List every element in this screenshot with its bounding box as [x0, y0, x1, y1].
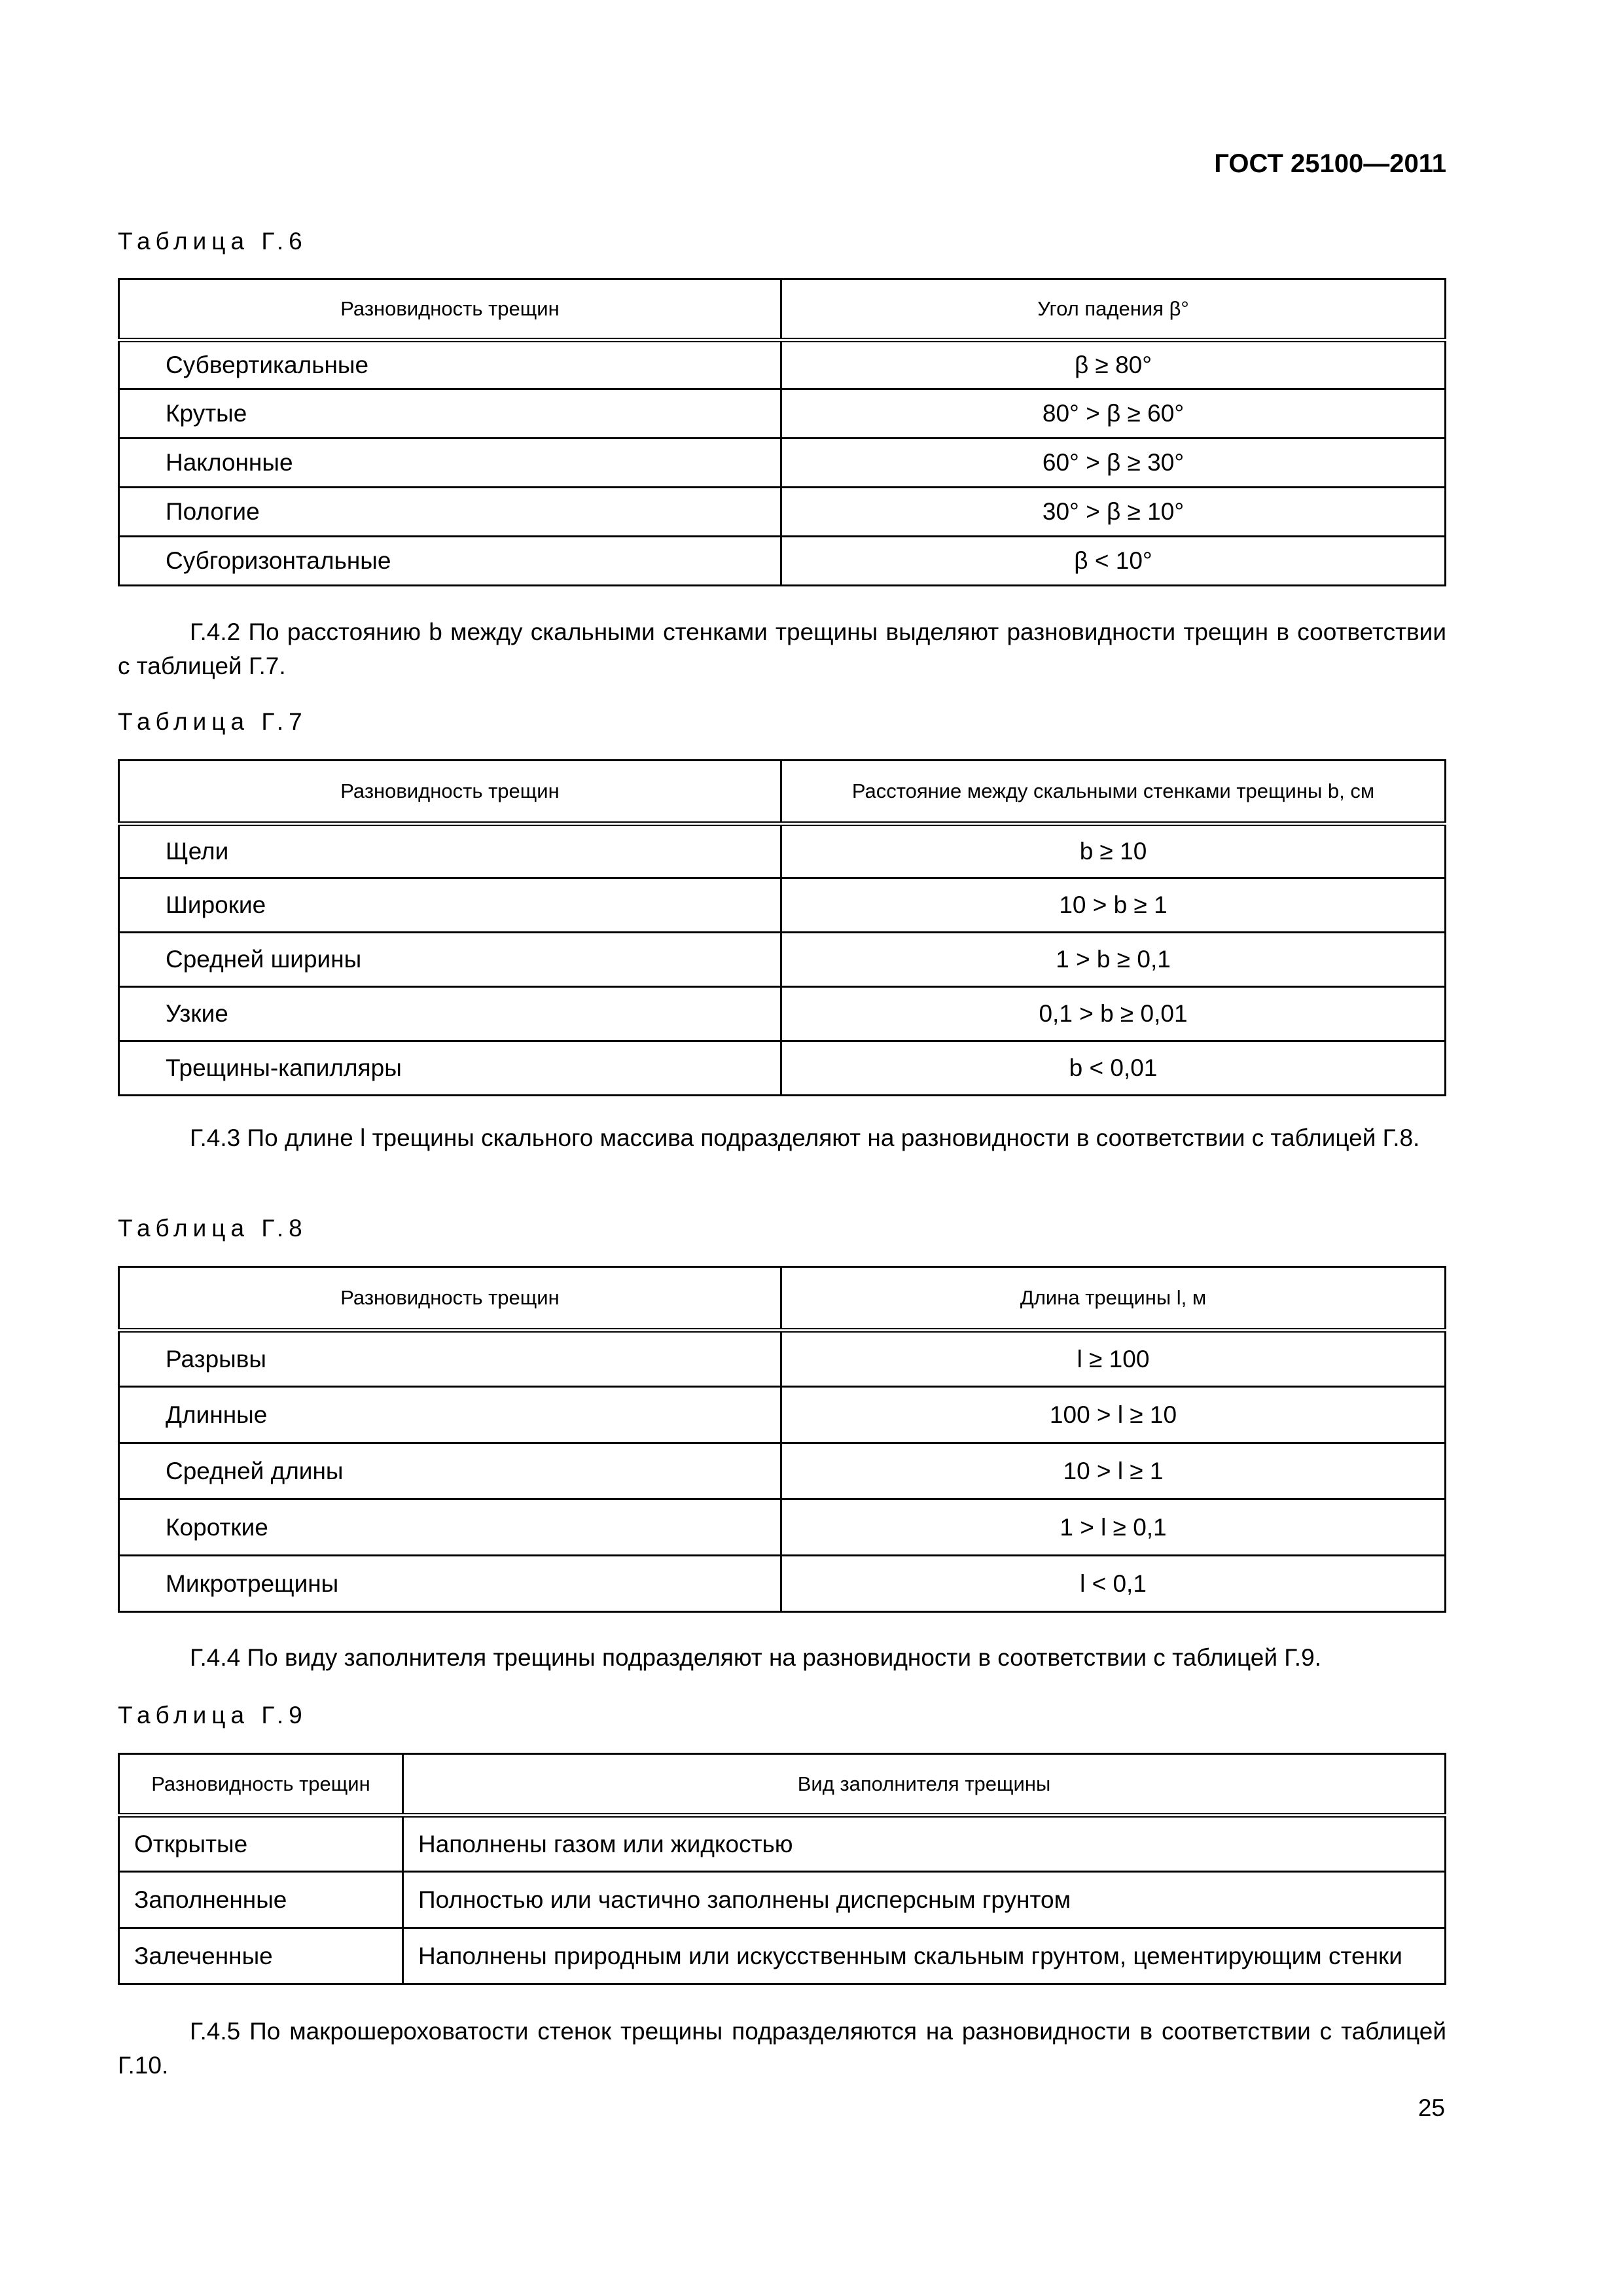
- table-g7: [118, 759, 1446, 1096]
- paragraph-g4-5: Г.4.5 По макрошероховатости стенок трещины подразделяются на разновидности в соответствии с таблицей Г.10.: [118, 2018, 1446, 2079]
- page-number: 25: [1418, 2094, 1445, 2121]
- table-row: [119, 340, 1446, 389]
- table-row: [119, 824, 1446, 878]
- table-header-cell: Разновидность трещин: [119, 761, 781, 824]
- table-row: [119, 1443, 1446, 1499]
- table-cell: Короткие: [119, 1499, 781, 1556]
- table-row: [119, 878, 1446, 933]
- table-row: [119, 537, 1446, 586]
- document-header: ГОСТ 25100—2011: [1214, 149, 1446, 178]
- table-row: [119, 933, 1446, 987]
- table-cell: β ≥ 80°: [781, 340, 1446, 389]
- table-row: [119, 488, 1446, 537]
- table-cell: Заполненные: [119, 1872, 403, 1928]
- table-cell: Средней длины: [119, 1443, 781, 1499]
- table-caption-g9: Таблица Г.9: [118, 1702, 308, 1729]
- table-cell: 100 > l ≥ 10: [781, 1387, 1446, 1443]
- table-row: [119, 1041, 1446, 1096]
- table-header-cell: Разновидность трещин: [119, 1267, 781, 1331]
- table-header-cell: Расстояние между скальными стенками трещины b, см: [781, 761, 1446, 824]
- table-g9: [118, 1753, 1446, 1985]
- table-cell: 30° > β ≥ 10°: [781, 488, 1446, 537]
- table-cell: β < 10°: [781, 537, 1446, 586]
- table-cell: Наполнены природным или искусственным скальным грунтом, цементирующим стенки: [403, 1928, 1446, 1984]
- table-caption-g8: Таблица Г.8: [118, 1215, 308, 1242]
- table-cell: Щели: [119, 824, 781, 878]
- table-cell: Крутые: [119, 389, 781, 439]
- table-cell: 0,1 > b ≥ 0,01: [781, 987, 1446, 1041]
- table-caption-g6: Таблица Г.6: [118, 228, 308, 255]
- table-row: [119, 1872, 1446, 1928]
- table-cell: Субгоризонтальные: [119, 537, 781, 586]
- table-row: [119, 1928, 1446, 1984]
- table-cell: 1 > b ≥ 0,1: [781, 933, 1446, 987]
- table-row: [119, 439, 1446, 488]
- table-header-cell: Вид заполнителя трещины: [403, 1754, 1446, 1816]
- table-cell: b ≥ 10: [781, 824, 1446, 878]
- table-row: [119, 1816, 1446, 1872]
- paragraph-g4-2: Г.4.2 По расстоянию b между скальными стенками трещины выделяют разновидности трещин в соответствии с таблицей Г.7.: [118, 619, 1446, 679]
- table-cell: Трещины-капилляры: [119, 1041, 781, 1096]
- table-row: [119, 389, 1446, 439]
- table-cell: Залеченные: [119, 1928, 403, 1984]
- table-cell: Пологие: [119, 488, 781, 537]
- table-cell: 10 > l ≥ 1: [781, 1443, 1446, 1499]
- table-cell: l ≥ 100: [781, 1331, 1446, 1387]
- table-cell: Субвертикальные: [119, 340, 781, 389]
- table-cell: Узкие: [119, 987, 781, 1041]
- table-row: [119, 987, 1446, 1041]
- paragraph-g4-3: Г.4.3 По длине l трещины скального массива подразделяют на разновидности в соответствии с таблицей Г.8.: [190, 1124, 1420, 1151]
- table-cell: 1 > l ≥ 0,1: [781, 1499, 1446, 1556]
- table-header-cell: Длина трещины l, м: [781, 1267, 1446, 1331]
- table-cell: Микротрещины: [119, 1556, 781, 1612]
- table-g8: [118, 1266, 1446, 1613]
- table-header-cell: Разновидность трещин: [119, 1754, 403, 1816]
- table-cell: l < 0,1: [781, 1556, 1446, 1612]
- table-row: [119, 1499, 1446, 1556]
- table-cell: 80° > β ≥ 60°: [781, 389, 1446, 439]
- table-cell: Наполнены газом или жидкостью: [403, 1816, 1446, 1872]
- table-cell: Длинные: [119, 1387, 781, 1443]
- table-cell: Наклонные: [119, 439, 781, 488]
- table-header-cell: Разновидность трещин: [119, 279, 781, 340]
- paragraph-g4-4: Г.4.4 По виду заполнителя трещины подразделяют на разновидности в соответствии с таблицей Г.9.: [190, 1644, 1321, 1671]
- table-cell: Средней ширины: [119, 933, 781, 987]
- table-row: [119, 1387, 1446, 1443]
- table-cell: b < 0,01: [781, 1041, 1446, 1096]
- table-row: [119, 1331, 1446, 1387]
- table-cell: 10 > b ≥ 1: [781, 878, 1446, 933]
- table-caption-g7: Таблица Г.7: [118, 708, 308, 735]
- table-header-cell: Угол падения β°: [781, 279, 1446, 340]
- table-cell: Полностью или частично заполнены дисперсным грунтом: [403, 1872, 1446, 1928]
- table-cell: Широкие: [119, 878, 781, 933]
- table-cell: Открытые: [119, 1816, 403, 1872]
- table-g6: [118, 278, 1446, 586]
- table-row: [119, 1556, 1446, 1612]
- table-cell: Разрывы: [119, 1331, 781, 1387]
- table-cell: 60° > β ≥ 30°: [781, 439, 1446, 488]
